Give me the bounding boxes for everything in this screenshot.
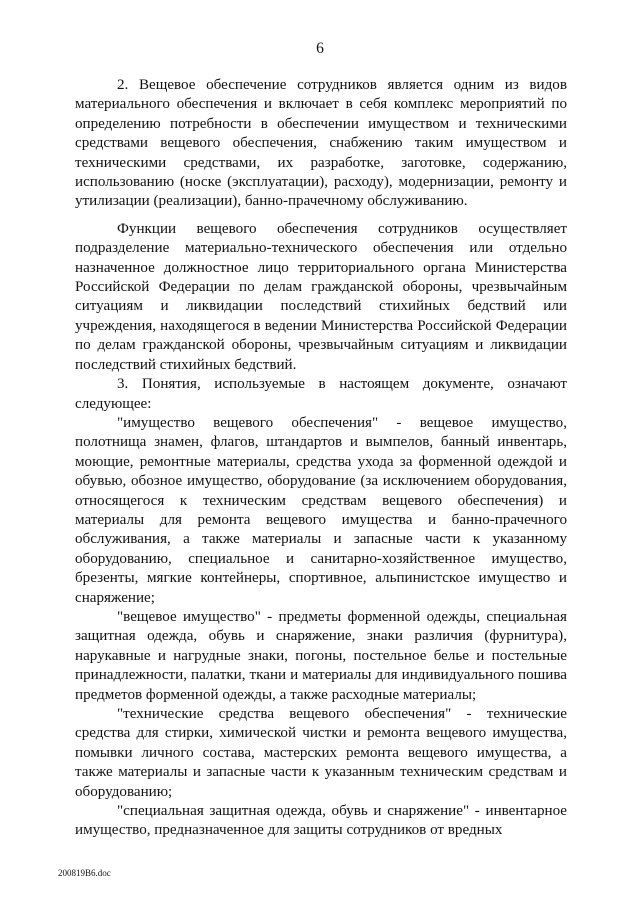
document-file-reference: 200819В6.doc (58, 868, 111, 878)
paragraph-functions: Функции вещевого обеспечения сотрудников осуществляет подразделение материально-технического обеспечения или отдельно назначенное должностное лицо территориального органа Министерства Российской Федерации по делам гражданской обороны, чрезвычайным ситуациям и ликвидации последствий стихийных бедствий или учреждения, находящегося в ведении Министерства Российской Федерации по делам гражданской обороны, чрезвычайным ситуациям и ликвидации последствий стихийных бедствий. (75, 220, 567, 373)
definition-clothing-property: "вещевое имущество" - предметы форменной одежды, специальная защитная одежда, обувь и снаряжение, знаки различия (фурнитура), нарукавные и нагрудные знаки, погоны, постельное белье и постельные принадлежности, палатки, ткани и материалы для индивидуального пошива предметов форменной одежды, а также расходные материалы; (75, 608, 567, 703)
definition-protective-clothing: "специальная защитная одежда, обувь и снаряжение" - инвентарное имущество, предназначенное для защиты сотрудников от вредных (75, 803, 567, 839)
definition-property-of-clothing-supply: "имущество вещевого обеспечения" - вещевое имущество, полотнища знамен, флагов, штандартов и вымпелов, банный инвентарь, моющие, ремонтные материалы, средства ухода за форменной одеждой и обувью, обозное имущество, оборудование (за исключением оборудования, относящегося к техническим средствам вещевого обеспечения) и материалы для ремонта вещевого имущества и банно-прачечного обслуживания, а также материалы и запасные части к указанному оборудованию, специальное и санитарно-хозяйственное имущество, брезенты, мягкие контейнеры, спортивное, альпинистское имущество и снаряжение; (75, 414, 567, 606)
document-body (75, 76, 567, 841)
definition-technical-means: "технические средства вещевого обеспечения" - технические средства для стирки, химической чистки и ремонта вещевого имущества, помывки личного состава, мастерских ремонта вещевого имущества, а также материалы и запасные части к указанным техническим средствам и оборудованию; (75, 706, 567, 800)
paragraph-item-3: 3. Понятия, используемые в настоящем документе, означают следующее: (75, 376, 567, 412)
page-number: 6 (316, 40, 324, 57)
paragraph-item-2: 2. Вещевое обеспечение сотрудников является одним из видов материального обеспечения и включает в себя комплекс мероприятий по определению потребности в обеспечении имуществом и техническими средствами вещевого обеспечения, снабжению таким имуществом и техническими средствами, их разработке, заготовке, содержанию, использованию (носке (эксплуатации), расходу), модернизации, ремонту и утилизации (реализации), банно-прачечному обслуживанию. (75, 77, 567, 210)
